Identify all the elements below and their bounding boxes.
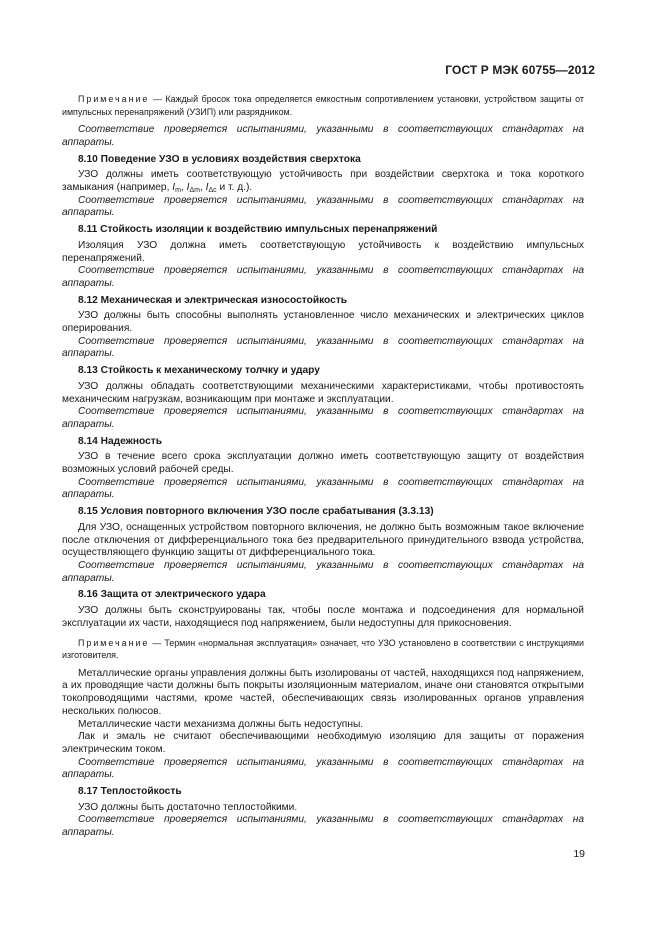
- compliance-text: Соответствие проверяется испытаниями, указанными в соответствующих стандартах на аппараты.: [62, 814, 584, 839]
- section-heading: 8.10 Поведение УЗО в условиях воздействия сверхтока: [78, 153, 361, 165]
- section-text: УЗО должны быть способны выполнять установленное число механических и электрических циклов оперирования.: [62, 310, 584, 335]
- section-heading: 8.17 Теплостойкость: [78, 786, 182, 798]
- section-heading: 8.15 Условия повторного включения УЗО после срабатывания (3.3.13): [78, 506, 434, 518]
- page-number: 19: [573, 848, 585, 860]
- section-text: Металлические органы управления должны быть изолированы от частей, находящихся под напряжением, а их проводящие части должны быть покрыты изоляционным материалом, иначе они становятся открытыми токопроводящими частями, кроме частей, обеспечивающих связь изолированных органов управления нескольких полюсов.: [62, 667, 584, 717]
- compliance-text: Соответствие проверяется испытаниями, указанными в соответствующих стандартах на аппараты.: [62, 335, 584, 360]
- compliance-text: Соответствие проверяется испытаниями, указанными в соответствующих стандартах на аппараты.: [62, 194, 584, 219]
- compliance-text: Соответствие проверяется испытаниями, указанными в соответствующих стандартах на аппараты.: [62, 406, 584, 430]
- section-text: УЗО должны иметь соответствующую устойчивость при воздействии сверхтока и тока короткого замыкания (например, $I_m$, $I_{\Delta m}$, $I_{\Delta c}$ и т. д.).: [62, 169, 584, 194]
- note-label: Примечание: [78, 637, 150, 648]
- section-text: УЗО в течение всего срока эксплуатации должно иметь соответствующую защиту от воздействия возможных условий рабочей среды.: [62, 451, 584, 476]
- section-text: Металлические части механизма должны быть недоступны.: [78, 718, 364, 730]
- compliance-text: Соответствие проверяется испытаниями, указанными в соответствующих стандартах на аппараты.: [62, 559, 584, 584]
- section-heading: 8.14 Надежность: [78, 435, 163, 447]
- section-heading: 8.11 Стойкость изоляции к воздействию импульсных перенапряжений: [78, 224, 438, 236]
- section-heading: 8.16 Защита от электрического удара: [78, 589, 266, 601]
- section-text: Изоляция УЗО должна иметь соответствующую устойчивость к воздействию импульсных перенапряжений.: [62, 239, 584, 264]
- section-text: УЗО должны обладать соответствующими механическими характеристиками, чтобы противостоять механическим нагрузкам, возникающим при монтаже и эксплуатации.: [62, 380, 584, 405]
- section-text: УЗО должны быть сконструированы так, чтобы после монтажа и подсоединения для нормальной эксплуатации их части, находящиеся под напряжением, были недоступны для прикосновения.: [62, 605, 584, 629]
- section-text: Лак и эмаль не считают обеспечивающими необходимую изоляцию для защиты от поражения электрическим током.: [62, 731, 584, 755]
- note: Примечание — Термин «нормальная эксплуатация» означает, что УЗО установлено в соответствии с инструкциями изготовителя.: [62, 637, 584, 661]
- compliance-text: Соответствие проверяется испытаниями, указанными в соответствующих стандартах на аппараты.: [62, 756, 584, 781]
- note-label: Примечание: [78, 94, 150, 104]
- section-heading: 8.13 Стойкость к механическому толчку и удару: [78, 365, 320, 377]
- note: Примечание — Каждый бросок тока определяется емкостным сопротивлением установки, устройством защиты от импульсных перенапряжений (УЗИП) или разрядником.: [62, 94, 584, 117]
- compliance-text: Соответствие проверяется испытаниями, указанными в соответствующих стандартах на аппараты.: [62, 124, 584, 148]
- section-heading: 8.12 Механическая и электрическая износостойкость: [78, 294, 348, 306]
- document-header: ГОСТ Р МЭК 60755—2012: [445, 63, 595, 77]
- section-text: УЗО должны быть достаточно теплостойкими.: [78, 801, 298, 813]
- section-text: Для УЗО, оснащенных устройством повторного включения, не должно быть возможным такое включение после отключения от дифференциального тока без предварительного принудительного взвода устройства, осуществляющего функцию защиты от дифференциального тока.: [62, 521, 584, 559]
- compliance-text: Соответствие проверяется испытаниями, указанными в соответствующих стандартах на аппараты.: [62, 265, 584, 289]
- document-body: [62, 93, 584, 840]
- compliance-text: Соответствие проверяется испытаниями, указанными в соответствующих стандартах на аппараты.: [62, 476, 584, 501]
